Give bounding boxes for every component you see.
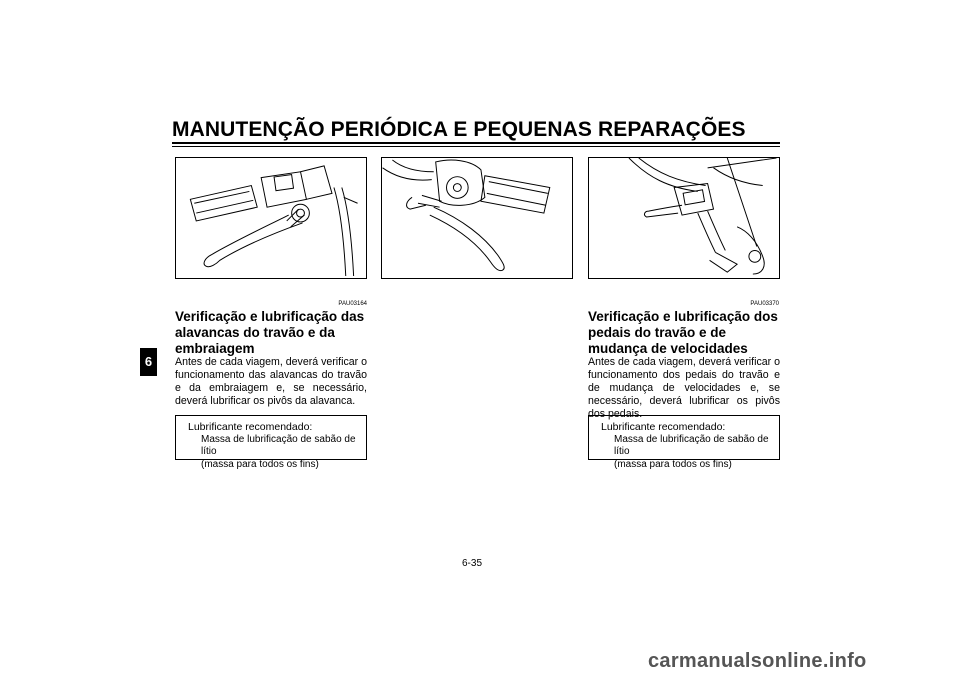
lubricant-detail: (massa para todos os fins) — [614, 458, 732, 470]
lubricant-label: Lubrificante recomendado: — [601, 421, 726, 433]
lubricant-label: Lubrificante recomendado: — [188, 421, 313, 433]
page-number: 6-35 — [462, 558, 483, 569]
brake-lever-illustration — [381, 157, 573, 279]
chapter-tab: 6 — [140, 348, 157, 376]
header-rule — [172, 142, 780, 144]
section-body: Antes de cada viagem, deverá verificar o funcionamento das alavancas do travão e da embraiagem e, se necessário, deverá lubrificar os pivôs da alavanca. — [175, 356, 367, 407]
header-rule-thin — [172, 146, 780, 147]
section-title: Verificação e lubrificação dos pedais do travão e de mudança de velocidades — [588, 309, 778, 356]
lubricant-box — [175, 415, 367, 470]
lubricant-box — [588, 415, 780, 470]
lubricant-detail: Massa de lubrificação de sabão de lítio — [201, 433, 356, 457]
clutch-lever-illustration — [175, 157, 367, 279]
reference-code: PAU03164 — [338, 301, 367, 307]
brake-pedal-illustration — [588, 157, 780, 279]
section-body: Antes de cada viagem, deverá verificar o funcionamento dos pedais do travão e de mudança de velocidades e, se necessário, deverá lubrificar os pivôs dos pedais. — [588, 356, 780, 420]
page-title: MANUTENÇÃO PERIÓDICA E PEQUENAS REPARAÇÕES — [172, 118, 746, 141]
lubricant-detail: Massa de lubrificação de sabão de lítio — [614, 433, 769, 457]
lubricant-detail: (massa para todos os fins) — [201, 458, 319, 470]
reference-code: PAU03370 — [750, 301, 779, 307]
watermark: carmanualsonline.info — [648, 650, 867, 672]
section-title: Verificação e lubrificação das alavancas do travão e da embraiagem — [175, 309, 365, 356]
